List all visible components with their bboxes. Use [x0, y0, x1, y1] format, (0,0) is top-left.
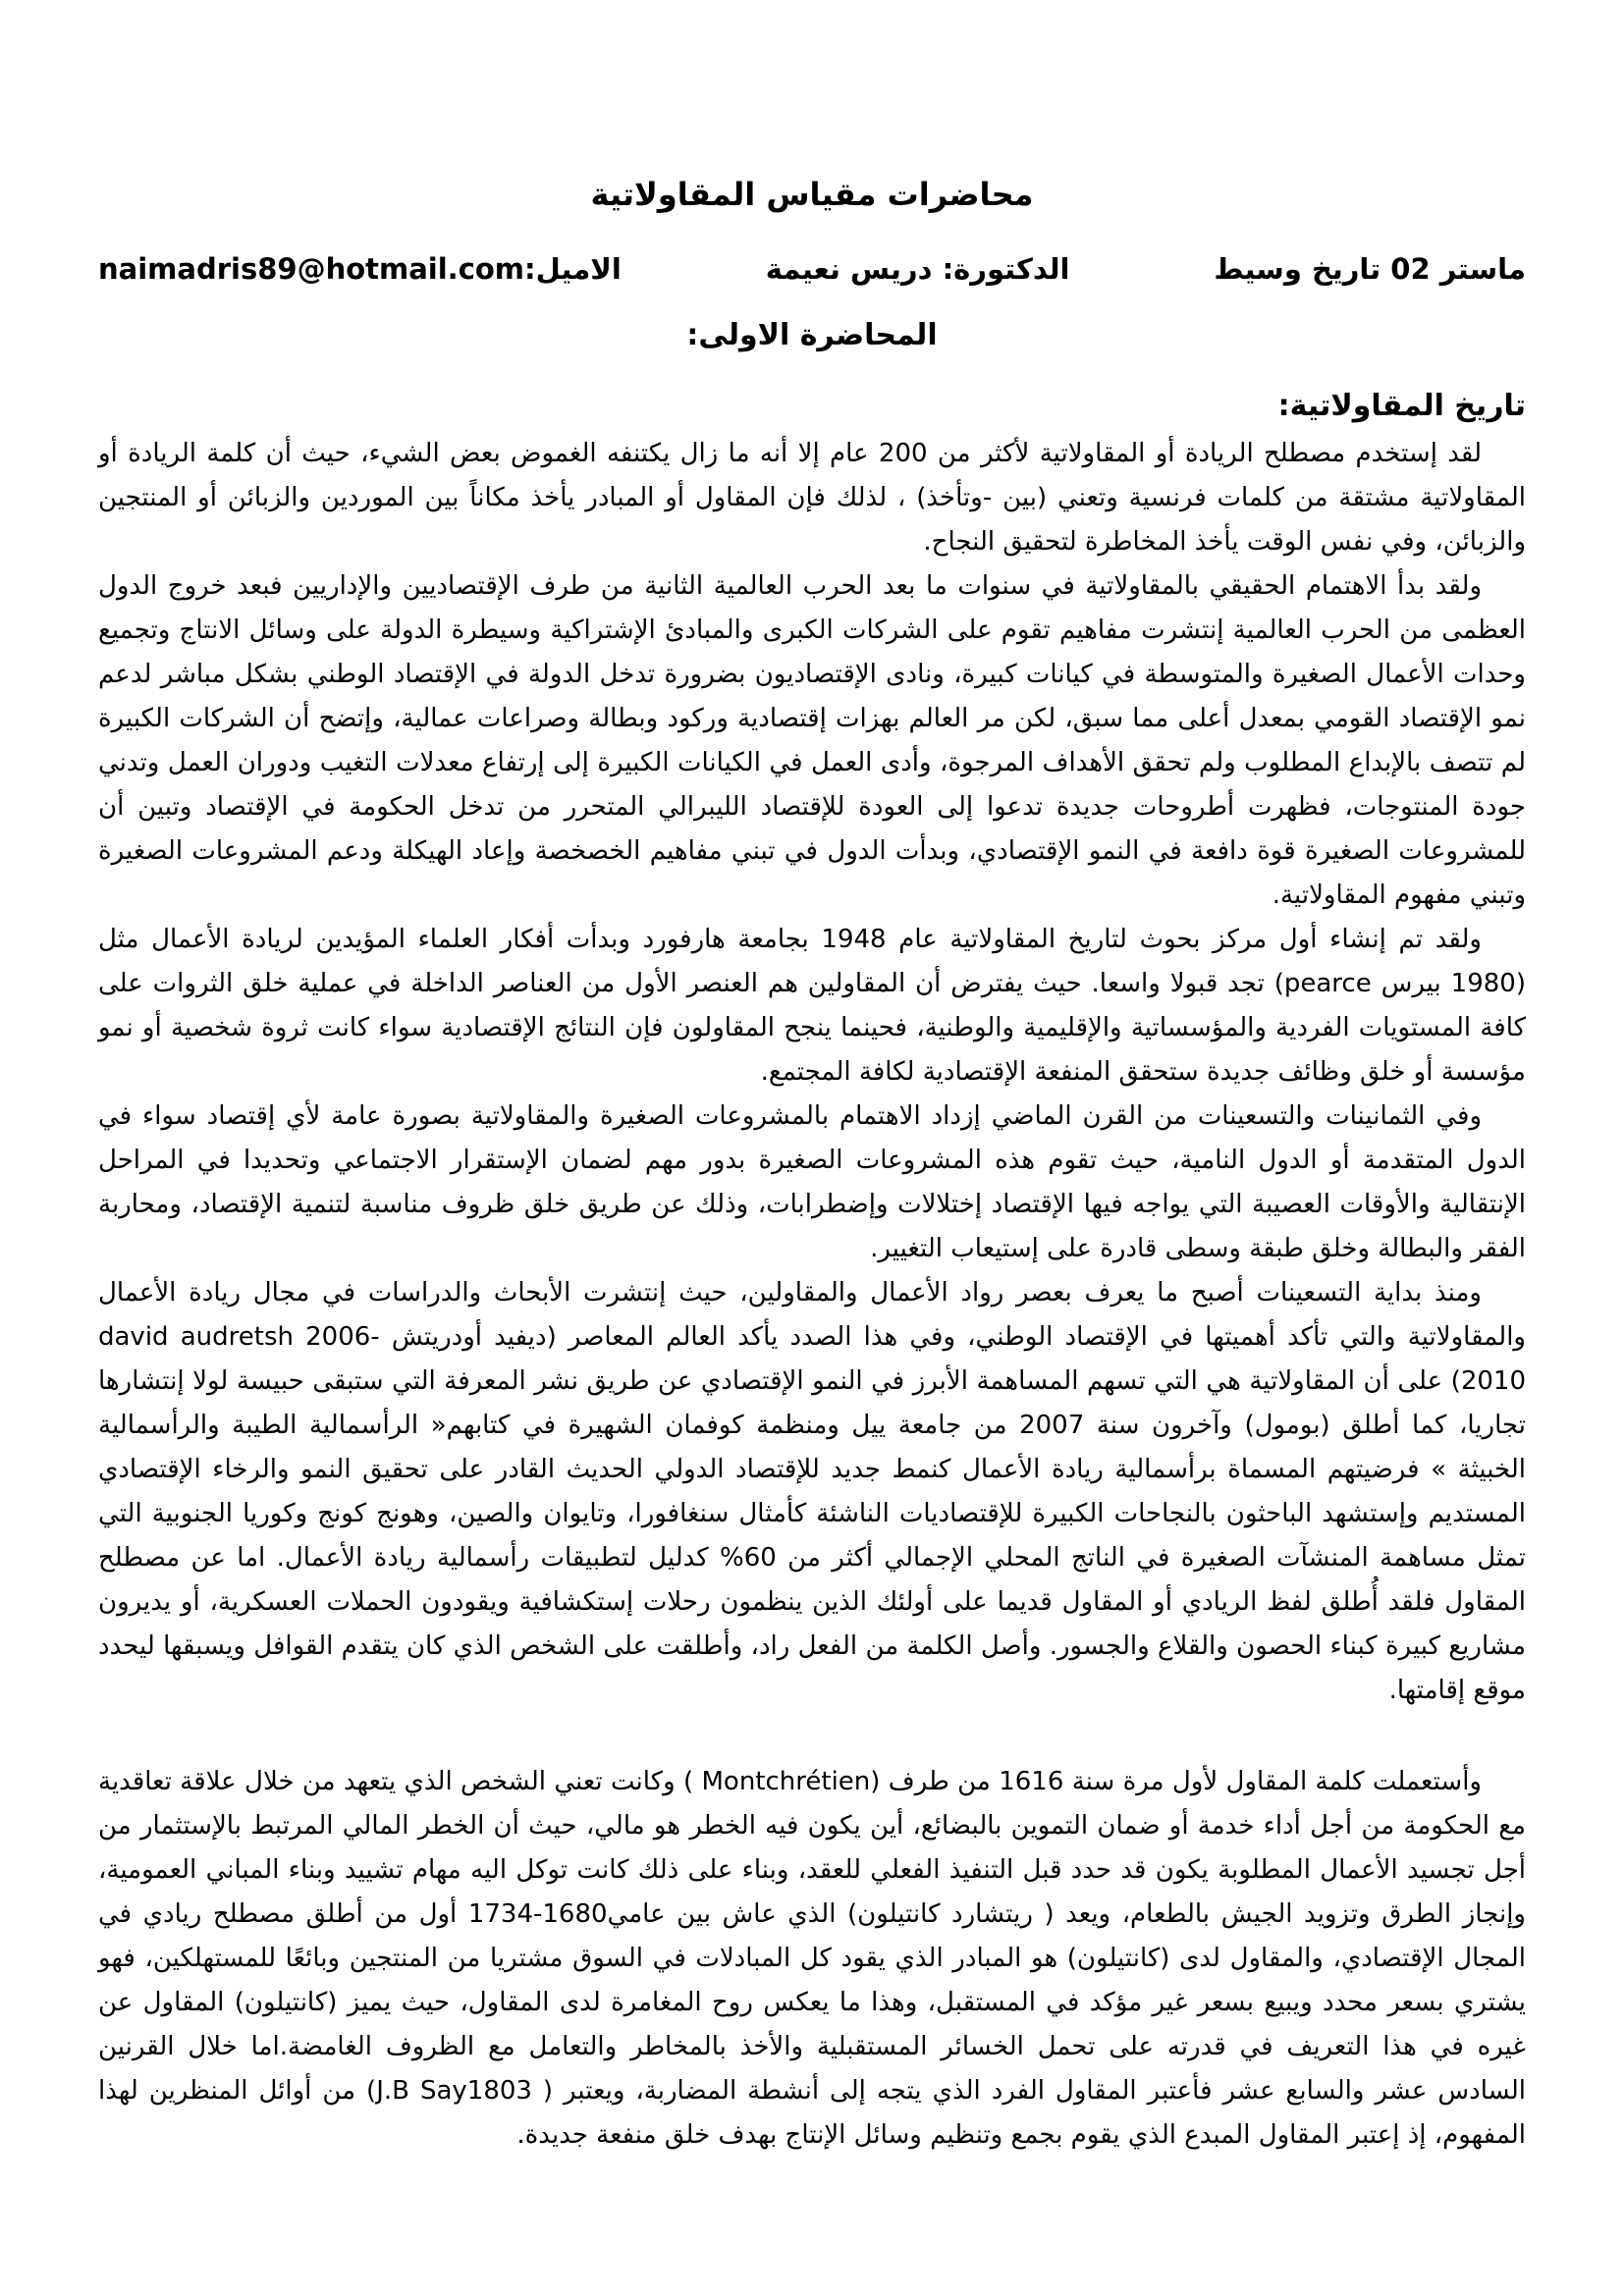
- course-info: ماستر 02 تاريخ وسيط: [1214, 252, 1526, 286]
- document-title: محاضرات مقياس المقاولاتية: [590, 176, 1034, 213]
- paragraph-montchretien-cantillon-say: وأستعملت كلمة المقاول لأول مرة سنة 1616 من طرف (Montchrétien ) وكانت تعني الشخص الذي يتعهد من خلال علاقة تعاقدية مع الحكومة من أجل أداء خدمة أو ضمان التموين بالبضائع، أين يكون فيه الخطر هو مالي، حيث أن الخطر المالي المرتبط بالإستثمار من أجل تجسيد الأعمال المطلوبة يكون قد حدد قبل التنفيذ الفعلي للعقد، وبناء على ذلك كانت توكل اليه مهام تشييد وبناء المباني العمومية، وإنجاز الطرق وتزويد الجيش بالطعام، ويعد ( ريتشارد كانتيلون) الذي عاش بين عامي1680-1734 أول من أطلق مصطلح ريادي في المجال الإقتصادي، والمقاول لدى (كانتيلون) هو المبادر الذي يقود كل المبادلات في السوق مشتريا من المنتجين وبائعًا للمستهلكين، فهو يشتري بسعر محدد ويبيع بسعر غير مؤكد في المستقبل، وهذا ما يعكس روح المغامرة لدى المقاول، حيث يميز (كانتيلون) المقاول عن غيره في هذا التعريف في قدرته على تحمل الخسائر المستقبلية والأخذ بالمخاطر والتعامل مع الظروف الغامضة.اما خلال القرنين السادس عشر والسابع عشر فأعتبر المقاول الفرد الذي يتجه إلى أنشطة المضاربة، ويعتبر ( J.B Say1803) من أوائل المنظرين لهذا المفهوم، إذ إعتبر المقاول المبدع الذي يقوم بجمع وتنظيم وسائل الإنتاج بهدف خلق منفعة جديدة.: [98, 1767, 1526, 2150]
- paragraph-postwar-interest: ولقد بدأ الاهتمام الحقيقي بالمقاولاتية في سنوات ما بعد الحرب العالمية الثانية من طرف الإقتصاديين والإداريين فبعد خروج الدول العظمى من الحرب العالمية إنتشرت مفاهيم تقوم على الشركات الكبرى والمبادئ الإشتراكية وسيطرة الدولة على وسائل الانتاج وتجميع وحدات الأعمال الصغيرة والمتوسطة في كيانات كبيرة، ونادى الإقتصاديون بضرورة تدخل الدولة في الإقتصاد الوطني بشكل مباشر لدعم نمو الإقتصاد القومي بمعدل أعلى مما سبق، لكن مر العالم بهزات إقتصادية وركود وبطالة وصراعات عمالية، وإتضح أن الشركات الكبيرة لم تتصف بالإبداع المطلوب ولم تحقق الأهداف المرجوة، وأدى العمل في الكيانات الكبيرة إلى إرتفاع معدلات التغيب ودوران العمل وتدني جودة المنتوجات، فظهرت أطروحات جديدة تدعوا إلى العودة للإقتصاد الليبرالي المتحرر من تدخل الحكومة في الإقتصاد وتبين أن للمشروعات الصغيرة قوة دافعة في النمو الإقتصادي، وبدأت الدول في تبني مفاهيم الخصخصة وإعاد الهيكلة ودعم المشروعات الصغيرة وتبني مفهوم المقاولاتية.: [98, 571, 1526, 910]
- paragraph-nineties-era: ومنذ بداية التسعينات أصبح ما يعرف بعصر رواد الأعمال والمقاولين، حيث إنتشرت الأبحاث والدراسات في مجال ريادة الأعمال والمقاولاتية والتي تأكد أهميتها في الإقتصاد الوطني، وفي هذا الصدد يأكد العالم المعاصر (ديفيد أودريتش david audretsh 2006-2010) على أن المقاولاتية هي التي تسهم المساهمة الأبرز في النمو الإقتصادي عن طريق نشر المعرفة التي ستبقى حبيسة لولا إنتشارها تجاريا، كما أطلق (بومول) وآخرون سنة 2007 من جامعة ييل ومنظمة كوفمان الشهيرة في كتابهم« الرأسمالية الطيبة والرأسمالية الخبيثة » فرضيتهم المسماة برأسمالية ريادة الأعمال كنمط جديد للإقتصاد الدولي الحديث القادر على تحقيق النمو والرخاء الإقتصادي المستديم وإستشهد الباحثون بالنجاحات الكبيرة للإقتصاديات الناشئة كأمثال سنغافورا، وتايوان والصين، وهونج كونج وكوريا الجنوبية التي تمثل مساهمة المنشآت الصغيرة في الناتج المحلي الإجمالي أكثر من 60% كدليل لتطبيقات رأسمالية ريادة الأعمال. اما عن مصطلح المقاول فلقد أُطلق لفظ الريادي أو المقاول قديما على أولئك الذين ينظمون رحلات إستكشافية ويقودون الحملات العسكرية، أو يديرون مشاريع كبيرة كبناء الحصون والقلاع والجسور. وأصل الكلمة من الفعل راد، وأطلقت على الشخص الذي كان يتقدم القوافل ويسبقها ليحدد موقع إقامتها.: [98, 1278, 1527, 1705]
- lecture-heading: المحاضرة الاولى:: [686, 318, 938, 352]
- paragraph-term-origin: لقد إستخدم مصطلح الريادة أو المقاولاتية لأكثر من 200 عام إلا أنه ما زال يكتنفه الغموض بعض الشيء، حيث أن كلمة الريادة أو المقاولاتية مشتقة من كلمات فرنسية وتعني (بين -وتأخذ) ، لذلك فإن المقاول أو المبادر يأخذ مكاناً بين الموردين والزبائن أو المنتجين والزبائن، وفي نفس الوقت يأخذ المخاطرة لتحقيق النجاح.: [98, 439, 1526, 557]
- paragraph-harvard-center: ولقد تم إنشاء أول مركز بحوث لتاريخ المقاولاتية عام 1948 بجامعة هارفورد وبدأت أفكار العلماء المؤيدين لريادة الأعمال مثل (1980 بيرس pearce) تجد قبولا واسعا. حيث يفترض أن المقاولين هم العنصر الأول من العناصر الداخلة في عملية خلق الثروات على كافة المستويات الفردية والمؤسساتية والإقليمية والوطنية، فحينما ينجح المقاولون فإن النتائج الإقتصادية سواء كانت ثروة شخصية أو نمو مؤسسة أو خلق وظائف جديدة ستحقق المنفعة الإقتصادية لكافة المجتمع.: [98, 925, 1526, 1087]
- lecturer-name: الدكتورة: دريس نعيمة: [765, 252, 1070, 286]
- document-header: [98, 249, 1526, 289]
- section-heading: تاريخ المقاولاتية:: [1277, 389, 1526, 423]
- email-line: الاميل:naimadris89@hotmail.com: [98, 252, 622, 286]
- document-body: [98, 432, 1526, 2158]
- paragraph-eighties-nineties: وفي الثمانينات والتسعينات من القرن الماضي إزداد الاهتمام بالمشروعات الصغيرة والمقاولاتية بصورة عامة لأي إقتصاد سواء في الدول المتقدمة أو الدول النامية، حيث تقوم هذه المشروعات الصغيرة بدور مهم لضمان الإستقرار الاجتماعي وتحديدا في المراحل الإنتقالية والأوقات العصيبة التي يواجه فيها الإقتصاد إختلالات وإضطرابات، وذلك عن طريق خلق ظروف مناسبة لتنمية الإقتصاد، ومحاربة الفقر والبطالة وخلق طبقة وسطى قادرة على إستيعاب التغيير.: [98, 1101, 1526, 1263]
